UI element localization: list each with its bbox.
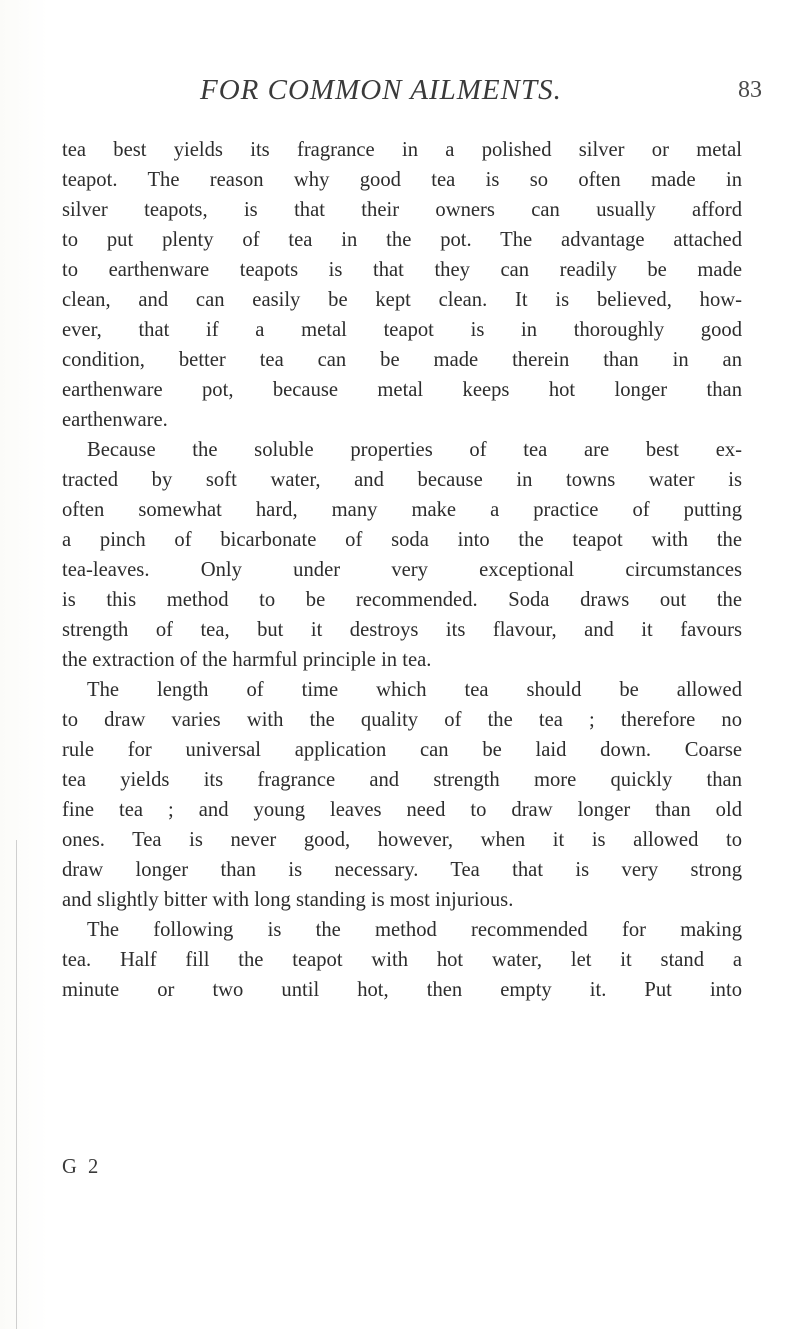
paragraph-start-line: Because the soluble properties of tea are best ex- (87, 439, 742, 461)
text-line: to earthenware teapots is that they can readily be made (62, 259, 742, 281)
text-line: silver teapots, is that their owners can usually afford (62, 199, 742, 221)
text-line: is this method to be recommended. Soda draws out the (62, 589, 742, 611)
text-line: and slightly bitter with long standing is most injurious. (62, 889, 514, 911)
text-line: a pinch of bicarbonate of soda into the teapot with the (62, 529, 742, 551)
text-line: minute or two until hot, then empty it. Put into (62, 979, 742, 1001)
text-line: to draw varies with the quality of the tea ; therefore no (62, 709, 742, 731)
text-line: often somewhat hard, many make a practice of putting (62, 499, 742, 521)
text-line: the extraction of the harmful principle in tea. (62, 649, 432, 671)
page-binding-edge (16, 840, 17, 1329)
paragraph-start-line: The length of time which tea should be allowed (87, 679, 742, 701)
text-line: draw longer than is necessary. Tea that is very strong (62, 859, 742, 881)
text-line: tea-leaves. Only under very exceptional circumstances (62, 559, 742, 581)
text-line: teapot. The reason why good tea is so often made in (62, 169, 742, 191)
text-line: clean, and can easily be kept clean. It is believed, how- (62, 289, 742, 311)
text-line: tea yields its fragrance and strength more quickly than (62, 769, 742, 791)
text-line: tea best yields its fragrance in a polished silver or metal (62, 139, 742, 161)
signature-mark: G 2 (62, 1156, 102, 1178)
text-line: ones. Tea is never good, however, when it is allowed to (62, 829, 742, 851)
text-line: rule for universal application can be laid down. Coarse (62, 739, 742, 761)
text-line: tracted by soft water, and because in towns water is (62, 469, 742, 491)
text-line: earthenware. (62, 409, 168, 431)
paragraph-start-line: The following is the method recommended for making (87, 919, 742, 941)
text-line: strength of tea, but it destroys its flavour, and it favours (62, 619, 742, 641)
body-text (62, 135, 742, 1005)
text-line: earthenware pot, because metal keeps hot longer than (62, 379, 742, 401)
text-line: condition, better tea can be made therein than in an (62, 349, 742, 371)
page-header (200, 74, 760, 114)
running-head: FOR COMMON AILMENTS. (200, 74, 562, 106)
text-line: fine tea ; and young leaves need to draw longer than old (62, 799, 742, 821)
page-number: 83 (738, 77, 762, 103)
text-line: to put plenty of tea in the pot. The advantage attached (62, 229, 742, 251)
text-line: ever, that if a metal teapot is in thoroughly good (62, 319, 742, 341)
text-line: tea. Half fill the teapot with hot water, let it stand a (62, 949, 742, 971)
